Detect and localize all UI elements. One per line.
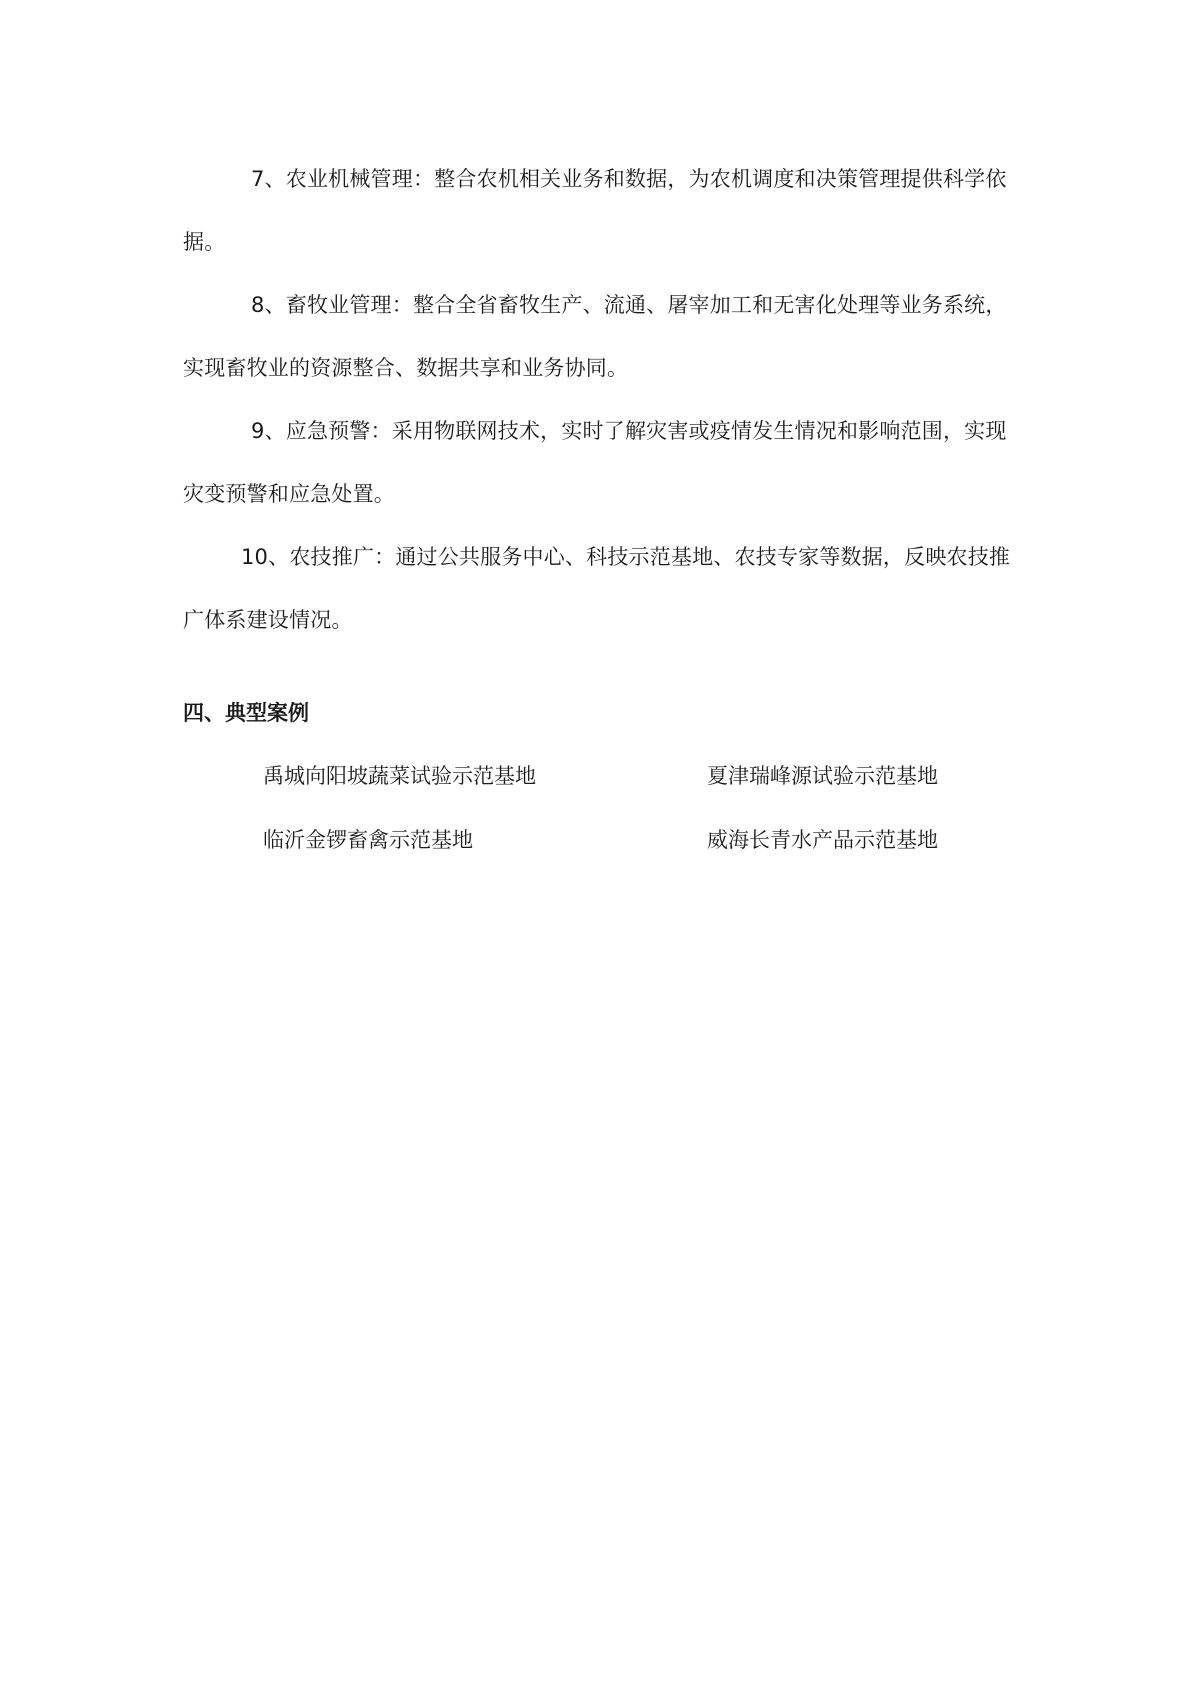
- section-heading-typical-cases: 四、典型案例: [183, 701, 309, 725]
- case-item: 禹城向阳坡蔬菜试验示范基地: [263, 764, 536, 788]
- paragraph-technology-promotion: 10、农技推广：通过公共服务中心、科技示范基地、农技专家等数据，反映农技推广体系建设情况。: [183, 545, 1011, 632]
- paragraph-agricultural-machinery: 7、农业机械管理：整合农机相关业务和数据，为农机调度和决策管理提供科学依据。: [183, 167, 1007, 254]
- paragraph-livestock-management: 8、畜牧业管理：整合全省畜牧生产、流通、屠宰加工和无害化处理等业务系统，实现畜牧业的资源整合、数据共享和业务协同。: [183, 293, 1007, 380]
- case-item: 夏津瑞峰源试验示范基地: [707, 764, 938, 788]
- paragraph-emergency-warning: 9、应急预警：采用物联网技术，实时了解灾害或疫情发生情况和影响范围，实现灾变预警和应急处置。: [183, 419, 1007, 506]
- case-item: 临沂金锣畜禽示范基地: [263, 828, 473, 852]
- case-item: 威海长青水产品示范基地: [707, 828, 938, 852]
